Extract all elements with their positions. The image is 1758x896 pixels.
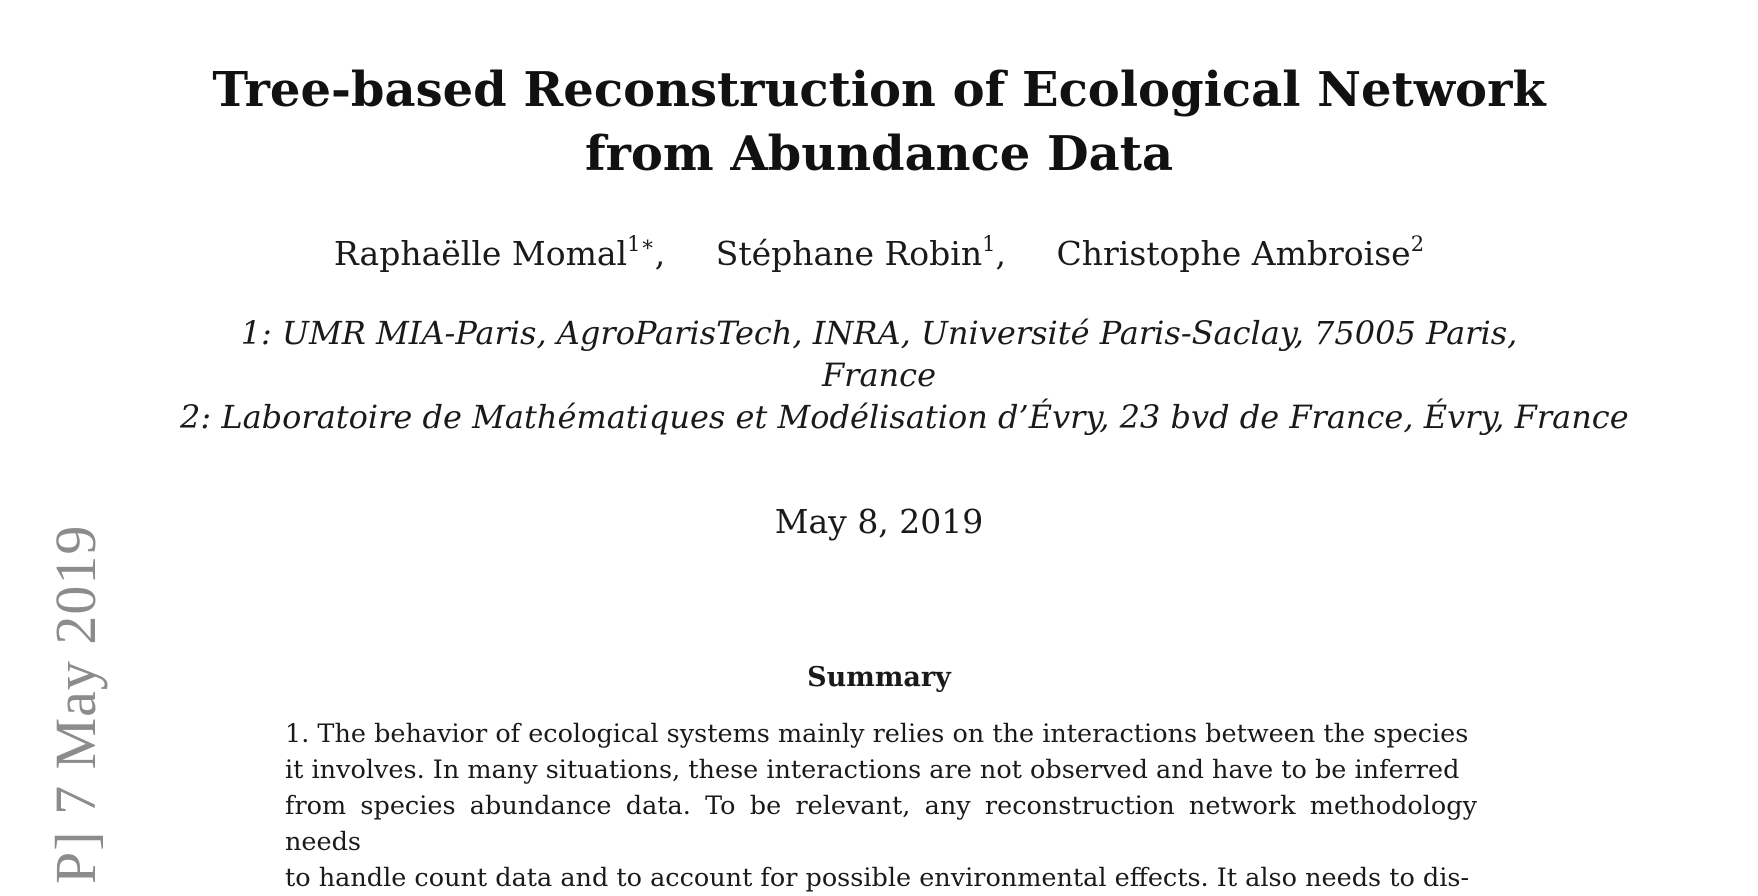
author-affil-mark: 1 bbox=[982, 232, 996, 256]
summary-line: 1. The behavior of ecological systems mainly relies on the interactions between the species bbox=[285, 719, 1469, 749]
summary-line: from species abundance data. To be relevant, any reconstruction network methodology needs bbox=[285, 791, 1477, 857]
arxiv-sidebar-stamp: P] 7 May 2019 bbox=[43, 524, 108, 884]
author-name: Raphaëlle Momal bbox=[333, 234, 628, 273]
author-name: Christophe Ambroise bbox=[1056, 234, 1411, 273]
summary-text bbox=[285, 716, 1477, 896]
author-1 bbox=[334, 232, 665, 276]
author-3 bbox=[1056, 232, 1424, 276]
author-name: Stéphane Robin bbox=[715, 234, 983, 273]
author-separator: , bbox=[995, 234, 1006, 273]
affiliation-1-line-1: 1: UMR MIA-Paris, AgroParisTech, INRA, Université Paris-Saclay, 75005 Paris, bbox=[240, 314, 1518, 352]
summary-line: it involves. In many situations, these interactions are not observed and have to be inferred bbox=[285, 755, 1460, 785]
publication-date: May 8, 2019 bbox=[774, 502, 984, 541]
title-line-2: from Abundance Data bbox=[584, 126, 1174, 182]
affiliation-2: 2: Laboratoire de Mathématiques et Modélisation d’Évry, 23 bvd de France, Évry, France bbox=[180, 398, 1629, 436]
paper-title bbox=[0, 58, 1758, 186]
author-affil-mark: 1∗ bbox=[627, 232, 655, 256]
summary-heading: Summary bbox=[807, 662, 951, 693]
author-affil-mark: 2 bbox=[1410, 232, 1425, 256]
author-list bbox=[0, 232, 1758, 276]
affiliation-1 bbox=[180, 312, 1578, 396]
summary-line: to handle count data and to account for possible environmental effects. It also needs to dis- bbox=[285, 863, 1470, 893]
affiliation-1-line-2: France bbox=[821, 356, 937, 394]
author-2 bbox=[716, 232, 1006, 276]
author-separator: , bbox=[654, 234, 666, 273]
title-line-1: Tree-based Reconstruction of Ecological Network bbox=[212, 62, 1546, 118]
